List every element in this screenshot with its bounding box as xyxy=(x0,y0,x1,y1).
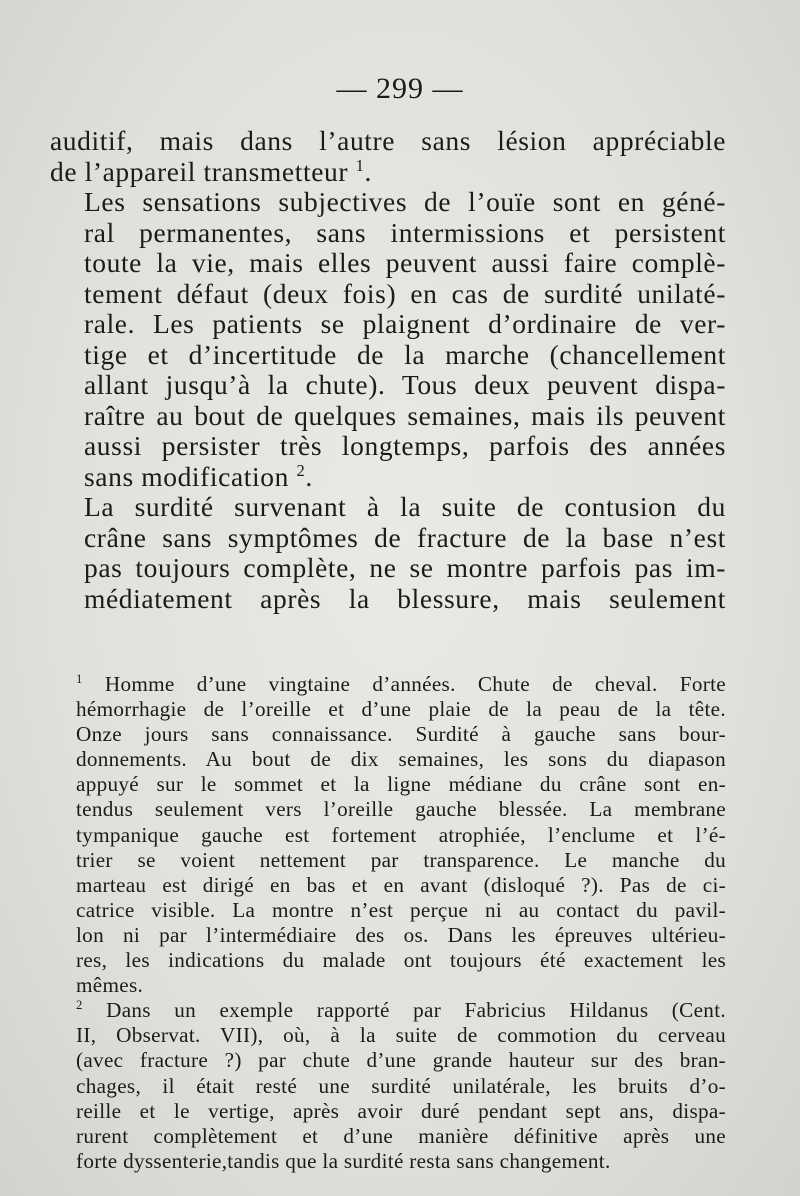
sentence-end: . xyxy=(364,155,372,187)
text-line: toute la vie, mais elles peuvent aussi faire complè- xyxy=(84,247,726,278)
text-line: médiatement après la blessure, mais seulement xyxy=(84,582,726,614)
footnote-line: catrice visible. La montre n’est perçue ni au contact du pavil- xyxy=(76,897,726,922)
footnote-line: chages, il était resté une surdité unilatérale, les bruits d’o- xyxy=(76,1073,726,1098)
footnote-line: marteau est dirigé en bas et en avant (disloqué ?). Pas de ci- xyxy=(76,872,726,897)
text-line: ral permanentes, sans intermissions et persistent xyxy=(84,216,726,248)
footnote-line: lon ni par l’intermédiaire des os. Dans les épreuves ultérieu- xyxy=(76,922,726,947)
text-line xyxy=(50,157,726,188)
paragraph-1 xyxy=(50,126,726,187)
footnote-line: rurent complètement et d’une manière définitive après une xyxy=(76,1123,726,1148)
footnote-line: forte dyssenterie,tandis que la surdité resta sans changement. xyxy=(76,1148,611,1173)
main-text xyxy=(50,126,726,614)
text-line: auditif, mais dans l’autre sans lésion appréciable xyxy=(50,125,726,156)
footnote-line-content: Dans un exemple rapporté par Fabricius Hildanus (Cent. xyxy=(106,998,726,1023)
text-line: Les sensations subjectives de l’ouïe sont en géné- xyxy=(84,186,726,217)
footnote-line: reille et le vertige, après avoir duré pendant sept ans, dispa- xyxy=(76,1098,726,1123)
text-line xyxy=(50,462,726,493)
footnote-line: appuyé sur le sommet et la ligne médiane du crâne sont en- xyxy=(76,772,726,797)
footnote-line: tympanique gauche est fortement atrophiée, l’enclume et l’é- xyxy=(76,822,726,847)
text-line: La surdité survenant à la suite de contusion du xyxy=(84,491,726,522)
text-line-content: de l’appareil transmetteur xyxy=(50,155,349,187)
footnote-line: tendus seulement vers l’oreille gauche blessée. La membrane xyxy=(76,797,726,822)
footnote-line: II, Observat. VII), où, à la suite de commotion du cerveau xyxy=(76,1023,726,1048)
sentence-end: . xyxy=(305,460,313,492)
footnote-line: (avec fracture ?) par chute d’une grande hauteur sur des bran- xyxy=(76,1048,726,1073)
footnote-line: hémorrhagie de l’oreille et d’une plaie de la peau de la tête. xyxy=(76,697,726,722)
footnote-2 xyxy=(50,998,726,1174)
text-line: tement défaut (deux fois) en cas de surdité unilaté- xyxy=(84,277,726,309)
text-line: raître au bout de quelques semaines, mais ils peuvent xyxy=(84,399,726,431)
footnote-line: donnements. Au bout de dix semaines, les sons du diapason xyxy=(76,747,726,772)
footnote-line: mêmes. xyxy=(76,973,144,998)
text-line-content: sans modification xyxy=(84,460,289,492)
footnote-line: res, les indications du malade ont toujours été exactement les xyxy=(76,948,726,973)
footnote-line-content: Homme d’une vingtaine d’années. Chute de cheval. Forte xyxy=(104,672,726,696)
text-line: crâne sans symptômes de fracture de la base n’est xyxy=(84,521,726,553)
footnote-marker: 2 xyxy=(296,460,306,480)
footnote-line xyxy=(50,672,726,697)
text-line: pas toujours complète, ne se montre parfois pas im- xyxy=(84,552,726,583)
text-line: rale. Les patients se plaignent d’ordinaire de ver- xyxy=(84,308,726,339)
footnote-line: Onze jours sans connaissance. Surdité à gauche sans bour- xyxy=(76,722,726,747)
text-line: aussi persister très longtemps, parfois des années xyxy=(84,430,726,461)
text-line: tige et d’incertitude de la marche (chancellement xyxy=(84,338,726,370)
paragraph-2 xyxy=(50,187,726,492)
footnote-number: 1 xyxy=(76,671,83,686)
footnote-line xyxy=(50,998,726,1023)
footnote-number: 2 xyxy=(76,998,83,1013)
page-number: — 299 — xyxy=(336,72,464,105)
paragraph-3 xyxy=(50,492,726,614)
footnote-marker: 1 xyxy=(355,155,365,175)
footnote-line: trier se voient nettement par transparence. Le manche du xyxy=(76,847,726,872)
footnote-1 xyxy=(50,672,726,998)
text-line: allant jusqu’à la chute). Tous deux peuvent dispa- xyxy=(84,369,726,400)
footnotes xyxy=(50,672,726,1174)
